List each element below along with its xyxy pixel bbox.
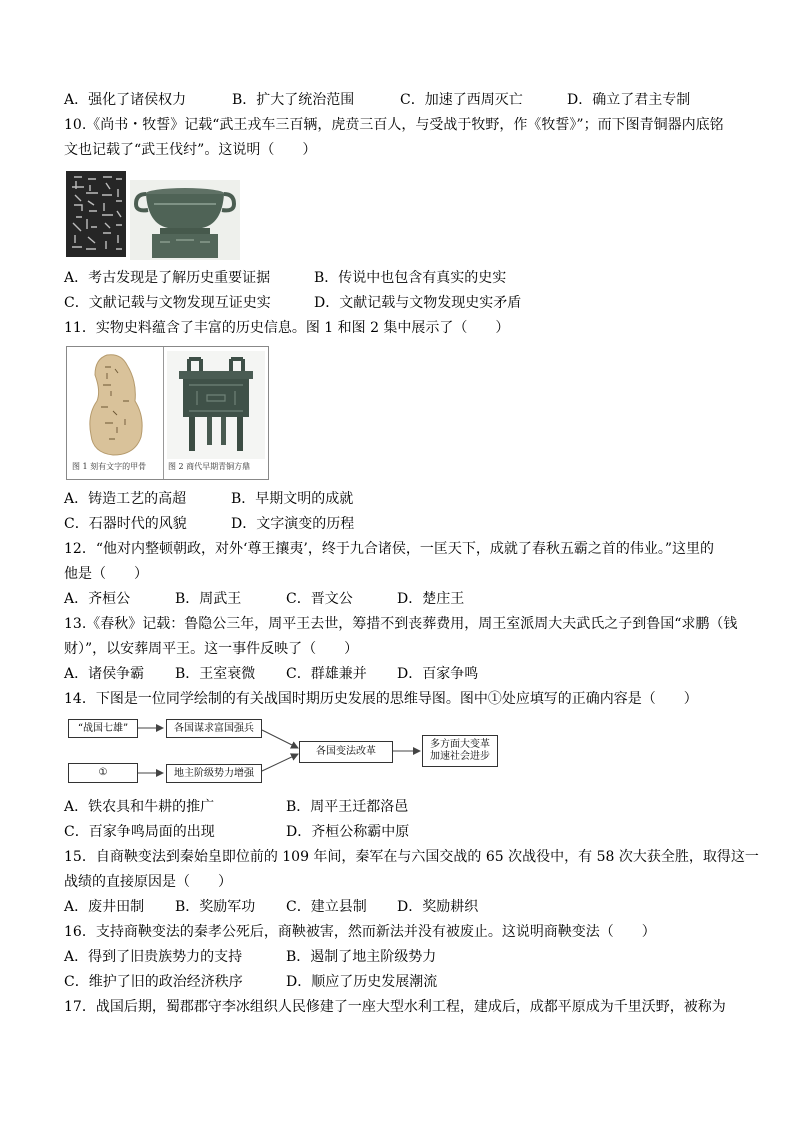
q16-option-d[interactable]: D．顺应了历史发展潮流 xyxy=(286,974,438,990)
q9-option-b[interactable]: B．扩大了统治范围 xyxy=(232,92,355,108)
q11-option-a[interactable]: A．铸造工艺的高超 xyxy=(64,491,187,507)
q13-option-b[interactable]: B．王室衰微 xyxy=(175,666,256,682)
box-warring-states: “战国七雄” xyxy=(68,719,138,738)
q14-option-c[interactable]: C．百家争鸣局面的出现 xyxy=(64,824,215,840)
q9-option-d[interactable]: D．确立了君主专制 xyxy=(567,92,691,108)
box-great-change-line1: 多方面大变革 xyxy=(430,739,490,750)
q10-stem-line2: 文也记载了“武王伐纣”。这说明（ ） xyxy=(64,142,317,158)
q12-option-c[interactable]: C．晋文公 xyxy=(286,591,353,607)
q14-stem: 14．下图是一位同学绘制的有关战国时期历史发展的思维导图。图中①处应填写的正确内容是（ ） xyxy=(64,691,698,707)
q14-option-b[interactable]: B．周平王迁都洛邑 xyxy=(286,799,409,815)
q15-stem-line2: 战绩的直接原因是（ ） xyxy=(64,874,232,890)
q13-option-d[interactable]: D．百家争鸣 xyxy=(397,666,479,682)
q15-option-d[interactable]: D．奖励耕织 xyxy=(397,899,479,915)
q10-stem-line1: 10.《尚书・牧誓》记载“武王戎车三百辆，虎贲三百人，与受战于牧野，作《牧誓》”；而下图青铜器内底铭 xyxy=(64,117,724,133)
q17-stem-line1: 17．战国后期，蜀郡郡守李冰组织人民修建了一座大型水利工程，建成后，成都平原成为千里沃野，被称为 xyxy=(64,999,726,1015)
q15-stem-line1: 15．自商鞅变法到秦始皇即位前的 109 年间，秦军在与六国交战的 65 次战役中，有 58 次大获全胜，取得这一 xyxy=(64,849,759,865)
q11-option-d[interactable]: D．文字演变的历程 xyxy=(231,516,355,532)
q10-option-c[interactable]: C．文献记载与文物发现互证史实 xyxy=(64,295,271,311)
q12-stem-line1: 12．“他对内整顿朝政，对外‘尊王攘夷’，终于九合诸侯，一匡天下，成就了春秋五霸之首的伟业。”这里的 xyxy=(64,541,715,557)
q12-stem-line2: 他是（ ） xyxy=(64,566,148,582)
q10-option-b[interactable]: B．传说中也包含有真实的史实 xyxy=(314,270,507,286)
q11-option-c[interactable]: C．石器时代的风貌 xyxy=(64,516,187,532)
q11-option-b[interactable]: B．早期文明的成就 xyxy=(231,491,354,507)
figure1-caption: 图 1 刻有文字的甲骨 xyxy=(72,462,147,471)
q14-option-d[interactable]: D．齐桓公称霸中原 xyxy=(286,824,410,840)
box-great-change xyxy=(422,735,498,767)
box-blank-1: ① xyxy=(68,763,138,783)
q13-option-a[interactable]: A．诸侯争霸 xyxy=(64,666,145,682)
q16-stem: 16．支持商鞅变法的秦孝公死后，商鞅被害，然而新法并没有被废止。这说明商鞅变法（ ） xyxy=(64,924,656,940)
box-seek-wealth-strength: 各国谋求富国强兵 xyxy=(166,719,262,738)
q12-option-d[interactable]: D．楚庄王 xyxy=(397,591,465,607)
q13-stem-line1: 13.《春秋》记载：鲁隐公三年，周平王去世，筹措不到丧葬费用，周王室派周大夫武氏之子到鲁国“求鹏（钱 xyxy=(64,616,738,632)
q12-option-b[interactable]: B．周武王 xyxy=(175,591,242,607)
q13-stem-line2: 财）”，以安葬周平王。这一事件反映了（ ） xyxy=(64,641,359,657)
box-landlord-class: 地主阶级势力增强 xyxy=(166,764,262,783)
q9-option-a[interactable]: A．强化了诸侯权力 xyxy=(64,92,187,108)
box-great-change-line2: 加速社会进步 xyxy=(430,751,490,762)
figure2-caption: 图 2 商代早期青铜方鼎 xyxy=(168,462,251,471)
q14-option-a[interactable]: A．铁农具和牛耕的推广 xyxy=(64,799,215,815)
q13-option-c[interactable]: C．群雄兼并 xyxy=(286,666,367,682)
q9-option-c[interactable]: C．加速了西周灭亡 xyxy=(400,92,523,108)
q15-option-a[interactable]: A．废井田制 xyxy=(64,899,145,915)
q10-option-d[interactable]: D．文献记载与文物发现史实矛盾 xyxy=(314,295,522,311)
q16-option-c[interactable]: C．维护了旧的政治经济秩序 xyxy=(64,974,243,990)
q10-option-a[interactable]: A．考古发现是了解历史重要证据 xyxy=(64,270,271,286)
q15-option-b[interactable]: B．奖励军功 xyxy=(175,899,256,915)
box-state-reforms: 各国变法改革 xyxy=(299,741,393,763)
q16-option-b[interactable]: B．遏制了地主阶级势力 xyxy=(286,949,437,965)
q15-option-c[interactable]: C．建立县制 xyxy=(286,899,367,915)
q12-option-a[interactable]: A．齐桓公 xyxy=(64,591,131,607)
q16-option-a[interactable]: A．得到了旧贵族势力的支持 xyxy=(64,949,243,965)
q11-stem: 11．实物史料蕴含了丰富的历史信息。图 1 和图 2 集中展示了（ ） xyxy=(64,320,510,336)
